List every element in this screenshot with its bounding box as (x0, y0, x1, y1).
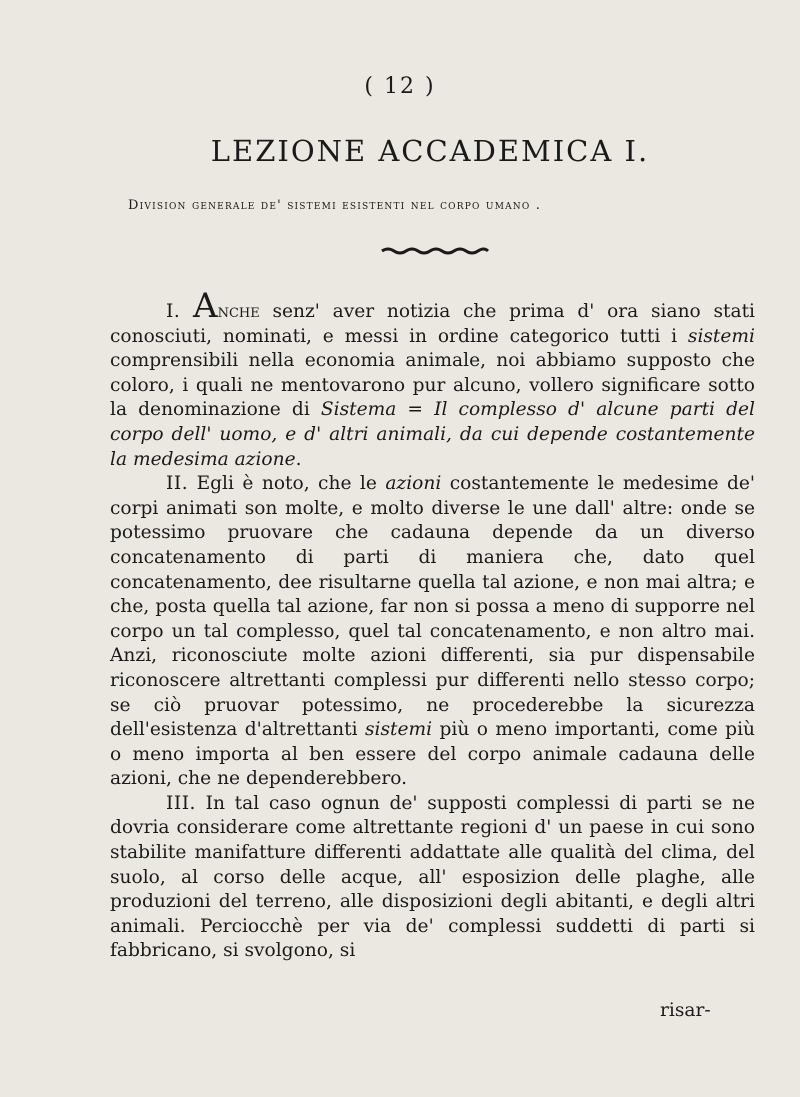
page-number: ( 12 ) (364, 74, 436, 99)
paragraph-number: II. (166, 473, 189, 495)
paragraph-number: I. (166, 301, 181, 322)
text-run: costantemente le medesime de' corpi animati son molte, e molto diverse le une dall' altre: onde se potessimo pruovare che cadauna depende da un diverso concatenamento di parti di maniera che, dato quel concatenamento, dee risultarne quella tal azione, e non mai altra; e che, posta quella tal azione, far non si possa a meno di supporre nel corpo un tal complesso, quel tal concatenamento, e non altro mai. Anzi, riconosciute molte azioni differenti, sia pur dispensabile riconoscere altrettanti complessi pur differenti nello stesso corpo; se ciò pruovar potessimo, ne procederebbe la sicurezza dell'esistenza d'altrettanti (110, 473, 755, 741)
paragraph-2 (110, 472, 755, 792)
text-run-italic: Sistema = Il complesso d' alcune parti del corpo dell' uomo, e d' altri animali, da cui depende costantemente la medesima azione (110, 399, 755, 470)
body-text (110, 286, 755, 964)
text-run-italic: sistemi (687, 325, 755, 347)
catchword: risar- (660, 1000, 711, 1021)
text-run: . (295, 448, 302, 470)
ornament-divider (380, 246, 490, 256)
chapter-subtitle: Division generale de' sistemi esistenti nel corpo umano . (128, 198, 542, 213)
text-run-italic: azioni (385, 473, 442, 495)
lead-word: nche (217, 301, 260, 322)
chapter-title: LEZIONE ACCADEMICA I. (210, 134, 650, 168)
drop-initial: A (193, 286, 218, 326)
text-run: senz' aver notizia che prima d' ora siano stati conosciuti, nominati, e messi in ordine categorico tutti i (110, 301, 755, 347)
text-run: comprensibili nella economia animale, noi abbiamo supposto che coloro, i quali ne mentovarono pur alcuno, vollero significare sotto la denominazione di (110, 350, 755, 421)
paragraph-3 (110, 792, 755, 964)
paragraph-number: III. (166, 792, 196, 814)
text-run: più o meno importanti, come più o meno importa al ben essere del corpo animale cadauna delle azioni, che ne dependerebbero. (110, 719, 755, 790)
paragraph-1 (110, 286, 755, 472)
text-run: In tal caso ognun de' supposti complessi di parti se ne dovria considerare come altrettante regioni d' un paese in cui sono stabilite manifatture differenti addattate alle qualità del clima, del suolo, al corso delle acque, all' esposizion delle plaghe, alle produzioni del terreno, alle disposizioni degli abitanti, e degli altri animali. Perciocchè per via de' complessi suddetti di parti si fabbricano, si svolgono, si (110, 792, 755, 962)
text-run: Egli è noto, che le (188, 473, 386, 495)
text-run-italic: sistemi (364, 719, 433, 741)
